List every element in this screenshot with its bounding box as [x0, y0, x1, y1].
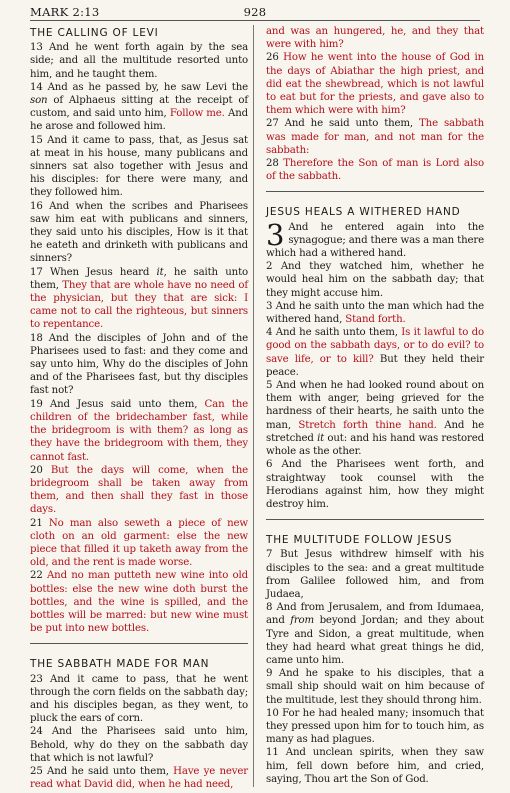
verse-text: And he entered again into the synagogue; and there was a man there which had a withered hand. — [266, 221, 484, 260]
chapter-opening-verse — [266, 217, 484, 261]
verse — [30, 134, 248, 200]
section-rule — [266, 519, 484, 520]
verse — [266, 25, 484, 51]
verse-text: 23 And it came to pass, that he went through the corn fields on the sabbath day; and his disciples began, as they went, to pluck the ears of corn. — [30, 673, 248, 725]
verse — [266, 326, 484, 379]
words-of-jesus: But the days will come, when the bridegroom shall be taken away from them, and then shall they fast in those days. — [30, 464, 248, 516]
verse-text: , he saith unto them, — [30, 266, 248, 291]
column-divider — [253, 25, 254, 787]
page-number: 928 — [243, 5, 267, 19]
words-of-jesus: No man also seweth a piece of new cloth on an old garment: else the new piece that filled it up taketh away from the old, and the rent is made worse. — [30, 517, 248, 569]
verse — [30, 517, 248, 570]
verse — [30, 266, 248, 332]
verse — [266, 117, 484, 157]
section-heading: THE SABBATH MADE FOR MAN — [30, 658, 210, 671]
verse-text: 15 And it came to pass, that, as Jesus sat at meat in his house, many publicans and sinners sat also together with Jesus and his disciples: for there were many, and they followed him. — [30, 134, 248, 199]
section-heading: THE CALLING OF LEVI — [30, 27, 159, 39]
verse — [30, 569, 248, 635]
verse — [30, 332, 248, 398]
verse — [266, 300, 484, 326]
verse — [30, 765, 248, 791]
verse-text: 22 — [30, 570, 47, 582]
verse-text: 18 And the disciples of John and of the Pharisees used to fast: and they come and say unto him, Why do the disciples of John and of the Pharisees fast, but thy disciples fast not? — [30, 332, 248, 397]
words-of-jesus: And no man putteth new wine into old bottles: else the new wine doth burst the bottles, and the wine is spilled, and the bottles will be marred: but new wine must be put into new bottles. — [30, 570, 248, 635]
verse-text: 24 And the Pharisees said unto him, Behold, why do they on the sabbath day that which is not lawful? — [30, 726, 248, 764]
words-of-jesus: Stretch forth thine hand. — [298, 419, 437, 431]
verse-text: 20 — [30, 464, 51, 476]
italic-supplied-word: it — [156, 266, 164, 278]
verse-text: 14 And as he passed by, he saw Levi the — [30, 81, 248, 93]
words-of-jesus: Can the children of the bridechamber fast, while the bridegroom is with them? as long as they have the bridegroom with them, they cannot fast. — [30, 398, 248, 463]
chapter-number: 3 — [266, 217, 285, 252]
verse-text: And he stretched — [266, 419, 484, 444]
verse — [30, 725, 248, 765]
verse-text: 10 For he had healed many; insomuch that they pressed upon him for to touch him, as many as had plagues. — [266, 707, 484, 746]
verse-text: 11 And unclean spirits, when they saw him, fell down before him, and cried, saying, Thou art the Son of God. — [266, 747, 484, 785]
verse — [30, 398, 248, 464]
italic-supplied-word: son — [30, 95, 48, 107]
section-rule — [266, 191, 484, 192]
words-of-jesus: How he went into the house of God in the days of Abiathar the high priest, and did eat the shewbread, which is not lawful to eat but for the priests, and gave also to them which were with him? — [266, 52, 484, 117]
italic-supplied-word: from — [290, 615, 315, 627]
verse-text: And he arose and followed him. — [30, 108, 249, 133]
words-of-jesus: Have ye never read what David did, when he had need, — [30, 765, 248, 791]
verse — [266, 157, 484, 183]
words-of-jesus: The sabbath was made for man, and not man for the sabbath: — [266, 118, 484, 156]
verse — [266, 667, 484, 707]
verse-text: 19 And Jesus said unto them, — [30, 398, 205, 410]
verse-text: 25 And he said unto them, — [30, 765, 174, 777]
verse-text: 2 And they watched him, whether he would heal him on the sabbath day; that they might accuse him. — [266, 261, 484, 299]
verse-text: But they held their peace. — [266, 353, 484, 378]
words-of-jesus: and was an hungered, he, and they that were with him? — [266, 26, 484, 51]
words-of-jesus: Therefore the Son of man is Lord also of the sabbath. — [266, 158, 484, 183]
verse — [266, 746, 484, 786]
verse — [30, 464, 248, 517]
verse-text: 9 And he spake to his disciples, that a small ship should wait on him because of the multitude, lest they should throng him. — [266, 668, 484, 706]
verse-text: of Alphaeus sitting at the receipt of custom, and said unto him, — [30, 95, 248, 120]
words-of-jesus: Stand forth. — [345, 314, 406, 326]
running-head: MARK 2:13 — [30, 5, 100, 19]
italic-supplied-word: it — [317, 432, 325, 444]
verse — [266, 458, 484, 511]
verse — [266, 601, 484, 667]
verse-text: 4 And he saith unto them, — [266, 327, 402, 339]
verse-text: out: and his hand was restored whole as the other. — [266, 432, 484, 458]
verse-text: 16 And when the scribes and Pharisees saw him eat with publicans and sinners, they said unto his disciples, How is it that he eateth and drinketh with publicans and sinners? — [30, 200, 248, 265]
verse-text: 5 And when he had looked round about on them with anger, being grieved for the hardness of their hearts, he saith unto the man, — [266, 380, 484, 431]
verse — [266, 707, 484, 747]
verse-text: 17 When Jesus heard — [30, 266, 157, 278]
verse-text: 7 But Jesus withdrew himself with his disciples to the sea: and a great multitude from Galilee followed him, and from Judaea, — [266, 549, 484, 600]
verse-text: 13 And he went forth again by the sea side; and all the multitude resorted unto him, and he taught them. — [30, 42, 248, 80]
verse-text: beyond Jordan; and they about Tyre and Sidon, a great multitude, when they had heard what great things he did, came unto him. — [266, 615, 485, 666]
verse — [266, 260, 484, 300]
header-rule — [30, 20, 480, 21]
words-of-jesus: Follow me. — [169, 108, 225, 120]
right-column — [266, 25, 484, 786]
section-heading: JESUS HEALS A WITHERED HAND — [266, 206, 461, 219]
verse-text: 27 And he said unto them, — [266, 118, 420, 130]
verse — [266, 51, 484, 117]
verse-text: 3 And he saith unto the man which had the withered hand, — [266, 300, 484, 326]
verse — [30, 673, 248, 726]
verse-text: 26 — [266, 52, 284, 64]
verse — [266, 548, 484, 601]
verse-text: 8 And from Jerusalem, and from Idumaea, and — [266, 602, 484, 627]
words-of-jesus: Is it lawful to do good on the sabbath days, or to do evil? to save life, or to kill? — [266, 327, 484, 365]
verse-text: 6 And the Pharisees went forth, and straightway took counsel with the Herodians against him, how they might destroy him. — [266, 459, 484, 510]
verse-text: 28 — [266, 158, 284, 170]
verse — [30, 81, 248, 134]
left-column — [30, 25, 248, 791]
verse — [266, 379, 484, 458]
verse-text: 21 — [30, 517, 49, 529]
section-heading: THE MULTITUDE FOLLOW JESUS — [266, 534, 453, 547]
section-rule — [30, 643, 248, 644]
words-of-jesus: They that are whole have no need of the physician, but they that are sick: I came not to call the righteous, but sinners to repentance. — [30, 279, 248, 331]
verse — [30, 200, 248, 266]
verse — [30, 41, 248, 81]
